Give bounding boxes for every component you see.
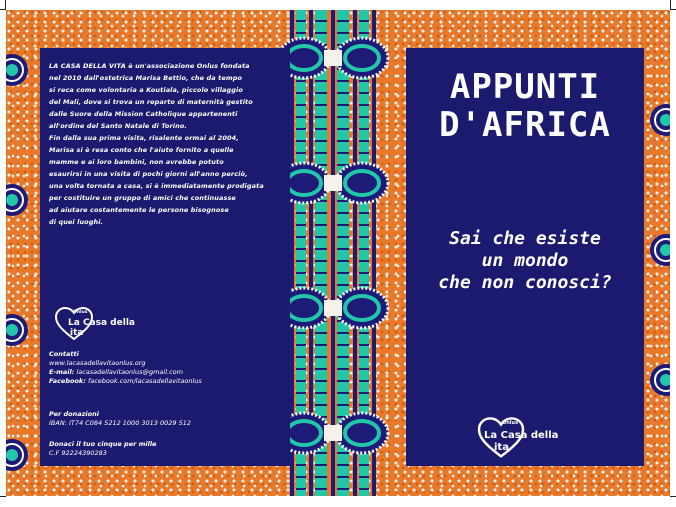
about-line: dalle Suore della Mission Catholique appartenenti (49, 110, 238, 118)
front-cover-panel (406, 48, 644, 466)
about-line: all'ordine del Santo Natale di Torino. (49, 122, 187, 130)
about-line: ad aiutare costantemente le persone bisognose (49, 206, 229, 214)
logo-name-2: ita (70, 328, 84, 338)
facebook-label: Facebook: (49, 377, 86, 385)
cover-subtitle-line: un mondo (481, 250, 569, 271)
five-per-mille-block (49, 440, 284, 458)
cover-title-line: APPUNTI (449, 67, 601, 107)
about-line: si reca come volontaria a Koutiala, piccolo villaggio (49, 86, 243, 94)
crop-mark (670, 0, 671, 9)
crop-mark (670, 9, 676, 10)
logo-name: La Casa della (68, 318, 135, 328)
about-line: di quei luoghi. (49, 218, 104, 226)
crop-mark (670, 496, 676, 497)
about-line: esaurirsi in una visita di pochi giorni all'anno perciò, (49, 170, 248, 178)
email-line (49, 368, 284, 377)
about-line: per costituire un gruppo di amici che continuasse (49, 194, 236, 202)
cover-title-line: D'AFRICA (439, 105, 611, 145)
iban: IBAN: IT74 C084 5212 1000 3013 0029 512 (49, 419, 192, 427)
contacts-heading: Contatti (49, 350, 79, 358)
about-line: del Mali, dove si trova un reparto di maternità gestito (49, 98, 253, 106)
about-line: una volta tornata a casa, si è immediatamente prodigata (49, 182, 264, 190)
association-logo (476, 416, 576, 462)
logo-name-2: ita (494, 442, 509, 453)
association-logo (54, 306, 134, 346)
about-line: mamme e ai loro bambini, non avrebbe potuto (49, 158, 224, 166)
cover-subtitle-line: che non conosci? (438, 272, 612, 293)
about-line: LA CASA DELLA VITA è un'associazione Onlus fondata (49, 62, 250, 70)
donations-block (49, 410, 284, 428)
cover-subtitle-line: Sai che esiste (449, 228, 601, 249)
email-label: E-mail: (49, 368, 75, 376)
tax-code: C.F 92224390283 (49, 449, 107, 457)
about-line: Fin dalla sua prima visita, risalente ormai al 2004, (49, 134, 239, 142)
back-cover-panel (40, 48, 290, 466)
five-per-mille-heading: Donaci il tuo cinque per mille (49, 440, 157, 448)
crop-mark (5, 0, 6, 9)
cover-subtitle (406, 228, 644, 294)
cover-title (406, 68, 644, 144)
about-line: nel 2010 dall'ostetrica Marisa Bettio, che da tempo (49, 74, 243, 82)
facebook-link[interactable]: facebook.com/lacasadellavitaonlus (87, 377, 202, 385)
logo-name: La Casa della (484, 430, 559, 441)
about-text (49, 60, 284, 228)
email-link[interactable]: lacasadellavitaonlus@gmail.com (76, 368, 183, 376)
contacts-block (49, 350, 284, 386)
donations-heading: Per donazioni (49, 410, 99, 418)
website-link[interactable]: www.lacasadellavitaonlus.org (49, 359, 146, 367)
facebook-line (49, 377, 284, 386)
brochure-spread (6, 10, 670, 496)
logo-onlus: Onlus (73, 310, 88, 315)
logo-onlus: Onlus (502, 420, 519, 426)
about-line: Marisa si è resa conto che l'aiuto fornito a quelle (49, 146, 234, 154)
crop-mark (0, 496, 6, 497)
